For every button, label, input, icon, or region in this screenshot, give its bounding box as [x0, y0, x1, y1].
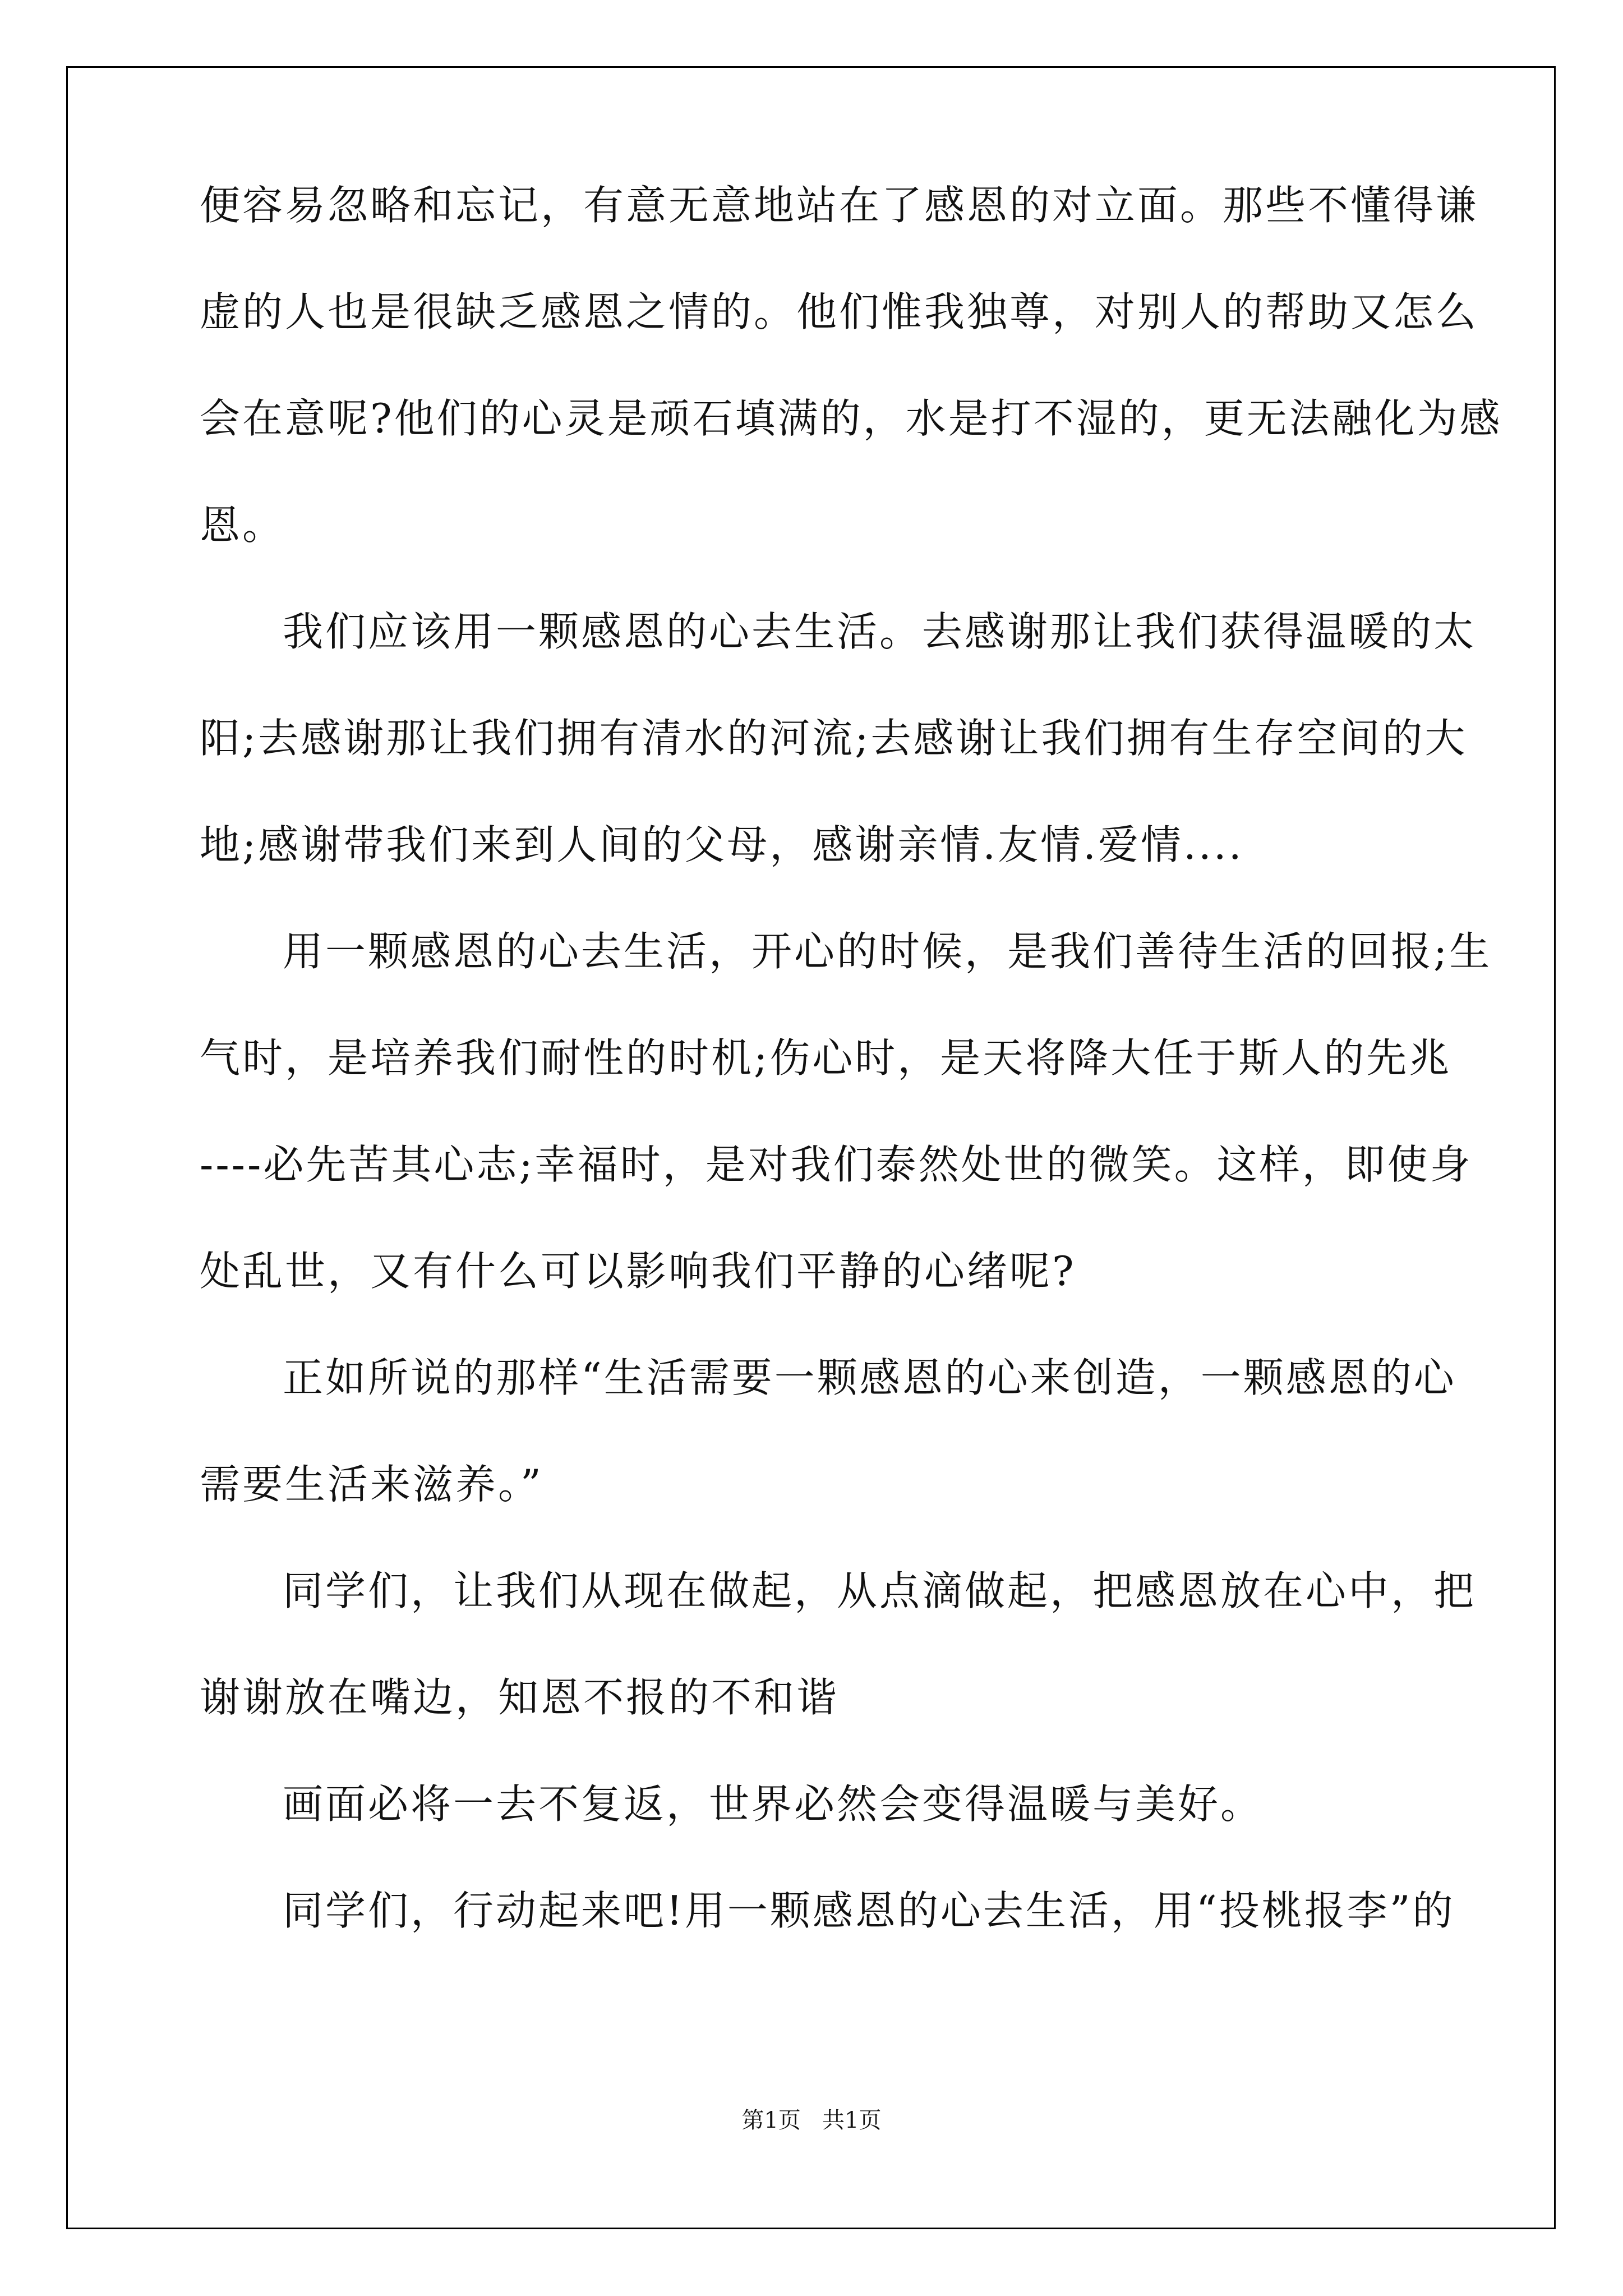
page-footer: 第1页 共1页 [741, 2108, 882, 2133]
paragraph-3-line-1: 用一颗感恩的心去生活，开心的时候，是我们善待生活的回报;生 [283, 928, 1492, 975]
paragraph-2-line-2: 阳;去感谢那让我们拥有清水的河流;去感谢让我们拥有生存空间的大 [200, 715, 1468, 762]
paragraph-3-line-2: 气时，是培养我们耐性的时机;伤心时，是天将降大任于斯人的先兆 [200, 1034, 1452, 1082]
paragraph-4-line-1: 正如所说的那样“生活需要一颗感恩的心来创造，一颗感恩的心 [283, 1354, 1456, 1401]
paragraph-3-line-3: ----必先苦其心志;幸福时，是对我们泰然处世的微笑。这样，即使身 [200, 1141, 1473, 1188]
text-line-4: 恩。 [200, 501, 285, 549]
paragraph-5-line-2: 谢谢放在嘴边，知恩不报的不和谐 [200, 1674, 840, 1721]
paragraph-5-line-1: 同学们，让我们从现在做起，从点滴做起，把感恩放在心中，把 [283, 1567, 1477, 1614]
paragraph-4-line-2: 需要生活来滋养。” [200, 1461, 543, 1508]
paragraph-3-line-4: 处乱世，又有什么可以影响我们平静的心绪呢? [200, 1248, 1076, 1295]
paragraph-7-line-1: 同学们，行动起来吧!用一颗感恩的心去生活，用“投桃报李”的 [283, 1887, 1455, 1934]
paragraph-2-line-3: 地;感谢带我们来到人间的父母，感谢亲情.友情.爱情.... [200, 821, 1244, 868]
text-line-3: 会在意呢?他们的心灵是顽石填满的，水是打不湿的，更无法融化为感 [200, 395, 1502, 442]
text-line-2: 虚的人也是很缺乏感恩之情的。他们惟我独尊，对别人的帮助又怎么 [200, 288, 1479, 335]
paragraph-2-line-1: 我们应该用一颗感恩的心去生活。去感谢那让我们获得温暖的太 [283, 608, 1477, 655]
paragraph-6-line-1: 画面必将一去不复返，世界必然会变得温暖与美好。 [283, 1780, 1264, 1828]
text-line-1: 便容易忽略和忘记，有意无意地站在了感恩的对立面。那些不懂得谦 [200, 182, 1479, 229]
